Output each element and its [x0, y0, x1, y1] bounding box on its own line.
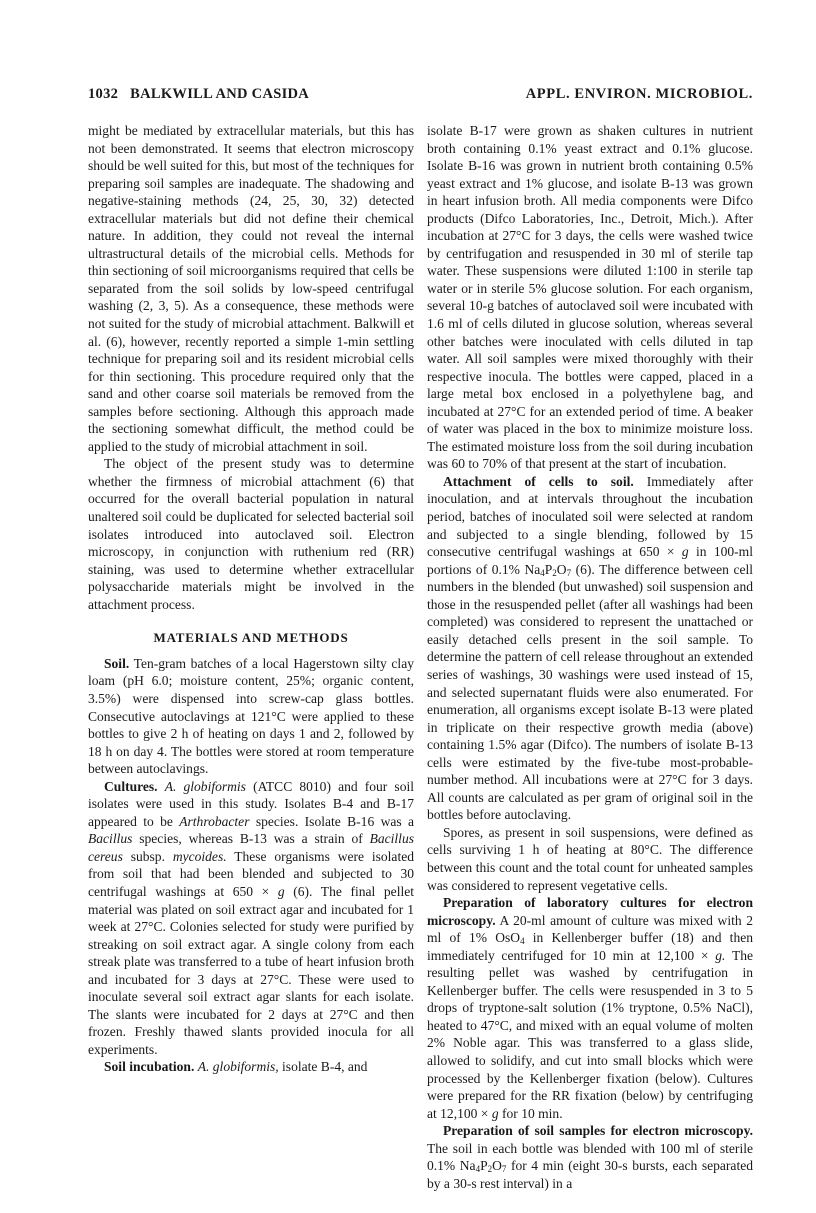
run-in-heading: Cultures.: [104, 778, 158, 794]
running-authors: BALKWILL AND CASIDA: [130, 86, 310, 102]
run-in-heading: Soil incubation.: [104, 1059, 195, 1075]
page-number: 1032: [88, 86, 119, 102]
attachment-paragraph: Attachment of cells to soil. Immediately after inoculation, and at intervals throughout the incubation period, batches of inoculated soil were selected at random and subjected to a single blending, followed by 15 consecutive centrifugal washings at 650 × g in 100-ml portions of 0.1% $Na_4P_2O_7$ (6). The difference between cell numbers in the blended (but unwashed) soil suspension and those in the resuspended pellet (after all washings had been completed) was considered to represent the unattached or easily detached cells present in the soil sample. To determine the pattern of cell release throughout an extended series of washings, 30 washings were used instead of 15, and selected supernatant fluids were also enumerated. For enumeration, all organisms except isolate B-13 were plated in triplicate on their respective growth media (above) containing 1.5% agar (Difco). The numbers of isolate B-13 cells were estimated by the five-tube most-probable-number method. All incubations were at 27°C for 3 days. All counts are calculated as per gram of original soil in the bottles before autoclaving.: [427, 473, 753, 823]
header-left: [88, 86, 309, 103]
culture-prep-paragraph: Preparation of laboratory cultures for electron microscopy. A 20-ml amount of culture was mixed with 2 ml of 1% OsO$_4$ in Kellenberger buffer (18) and then immediately centrifuged for 10 min at 12,100 × g. The resulting pellet was washed by centrifugation in Kellenberger buffer. The cells were resuspended in 3 to 5 drops of tryptone-salt solution (1% tryptone, 0.5% NaCl), heated to 47°C, and mixed with an equal volume of molten 2% Noble agar. This was transferred to a glass slide, allowed to solidify, and cut into small blocks which were processed by the Kellenberger fixation (below). Cultures were prepared for the RR fixation (below) by centrifuging at 12,100 × g for 10 min.: [427, 895, 754, 1121]
incubation-paragraph-continued: isolate B-17 were grown as shaken cultures in nutrient broth containing 0.1% yeast extract and 0.1% glucose. Isolate B-16 was grown in nutrient broth containing 0.5% yeast extract and 1% glucose, and isolate B-13 was grown in heart infusion broth. All media components were Difco products (Difco Laboratories, Inc., Detroit, Mich.). After incubation at 27°C for 3 days, the cells were washed twice by centrifugation and resuspended in 30 ml of sterile tap water. These suspensions were diluted 1:100 in sterile tap water or in sterile 5% glucose solution. For each organism, several 10-g batches of autoclaved soil were incubated with 1.6 ml of cells diluted in glucose solution, whereas several other batches were inoculated with cells diluted in tap water. All soil samples were mixed thoroughly with their respective inocula. The bottles were capped, placed in a large metal box enclosed in a polyethylene bag, and incubated at 27°C for an extended period of time. A beaker of water was placed in the box to minimize moisture loss. The estimated moisture loss from the soil during incubation was 60 to 70% of that present at the start of incubation.: [427, 123, 753, 472]
run-in-heading: Preparation of laboratory cultures for electron microscopy.: [427, 895, 753, 928]
run-in-heading: Soil.: [104, 655, 130, 671]
right-column: [427, 122, 753, 1192]
intro-paragraph-continued: might be mediated by extracellular materials, but this has not been demonstrated. It seems that electron microscopy should be well suited for this, but most of the techniques for preparing soil samples are inadequate. The shadowing and negative-staining methods (24, 25, 30, 32) detected extracellular materials but did not define their chemical nature. In addition, they could not reveal the internal ultrastructural details of the microbial cells. Methods for thin sectioning of soil microorganisms required that cells be separated from the soil solids by low-speed centrifugal washing (2, 3, 5). As a consequence, these methods were not suited for the study of microbial attachment. Balkwill et al. (6), however, recently reported a simple 1-min settling technique for preparing soil and its resident microbial cells for thin sectioning. This procedure required only that the sand and other coarse soil materials be removed from the samples before sectioning. Although this approach made the sectioning somewhat difficult, the method could be applied to the study of microbial attachment in soil.: [88, 123, 414, 454]
journal-name: APPL. ENVIRON. MICROBIOL.: [525, 86, 753, 102]
left-column: [88, 122, 414, 1076]
soil-incubation-paragraph: Soil incubation. A. globiformis, isolate B-4, and: [104, 1059, 368, 1075]
objective-paragraph: The object of the present study was to determine whether the firmness of microbial attachment (6) that occurred for the overall bacterial population in natural unaltered soil could be duplicated for selected bacterial soil isolates introduced into autoclaved soil. Electron microscopy, in conjunction with ruthenium red (RR) staining, was used to determine whether extracellular polysaccharide materials might be involved in the attachment process.: [88, 456, 414, 612]
run-in-heading: Attachment of cells to soil.: [443, 473, 634, 489]
cultures-paragraph: Cultures. A. globiformis (ATCC 8010) and four soil isolates were used in this study. Isolates B-4 and B-17 appeared to be Arthrobacter species. Isolate B-16 was a Bacillus species, whereas B-13 was a strain of Bacillus cereus subsp. mycoides. These organisms were isolated from soil that had been blended and subjected to 30 centrifugal washings at 650 × g (6). The final pellet material was plated on soil extract agar and incubated for 1 week at 27°C. Colonies selected for study were purified by streaking on soil extract agar. A single colony from each streak plate was transferred to a tube of heart infusion broth and incubated for 3 days at 27°C. These were used to inoculate several soil extract agar slants for each isolate. The slants were incubated for 2 days at 27°C and then frozen. Freshly thawed slants provided inocula for all experiments.: [88, 778, 415, 1057]
soil-prep-paragraph: Preparation of soil samples for electron microscopy. The soil in each bottle was blended with 100 ml of sterile 0.1% $Na_4P_2O_7$ for 4 min (eight 30-s bursts, each separated by a 30-s rest interval) in a: [427, 1123, 753, 1191]
soil-paragraph: Soil. Ten-gram batches of a local Hagerstown silty clay loam (pH 6.0; moisture content, 25%; organic content, 3.5%) were dispensed into screw-cap glass bottles. Consecutive autoclavings at 121°C were applied to these bottles to give 2 h of heating on days 1 and 2, followed by 18 h on day 4. The bottles were stored at room temperature between autoclavings.: [88, 655, 414, 777]
section-heading: MATERIALS AND METHODS: [153, 630, 349, 646]
spores-paragraph: Spores, as present in soil suspensions, were defined as cells surviving 1 h of heating at 80°C. The difference between this count and the total count for unheated samples was considered to represent vegetative cells.: [427, 824, 753, 893]
running-header: [88, 86, 753, 108]
run-in-heading: Preparation of soil samples for electron microscopy.: [443, 1123, 753, 1139]
